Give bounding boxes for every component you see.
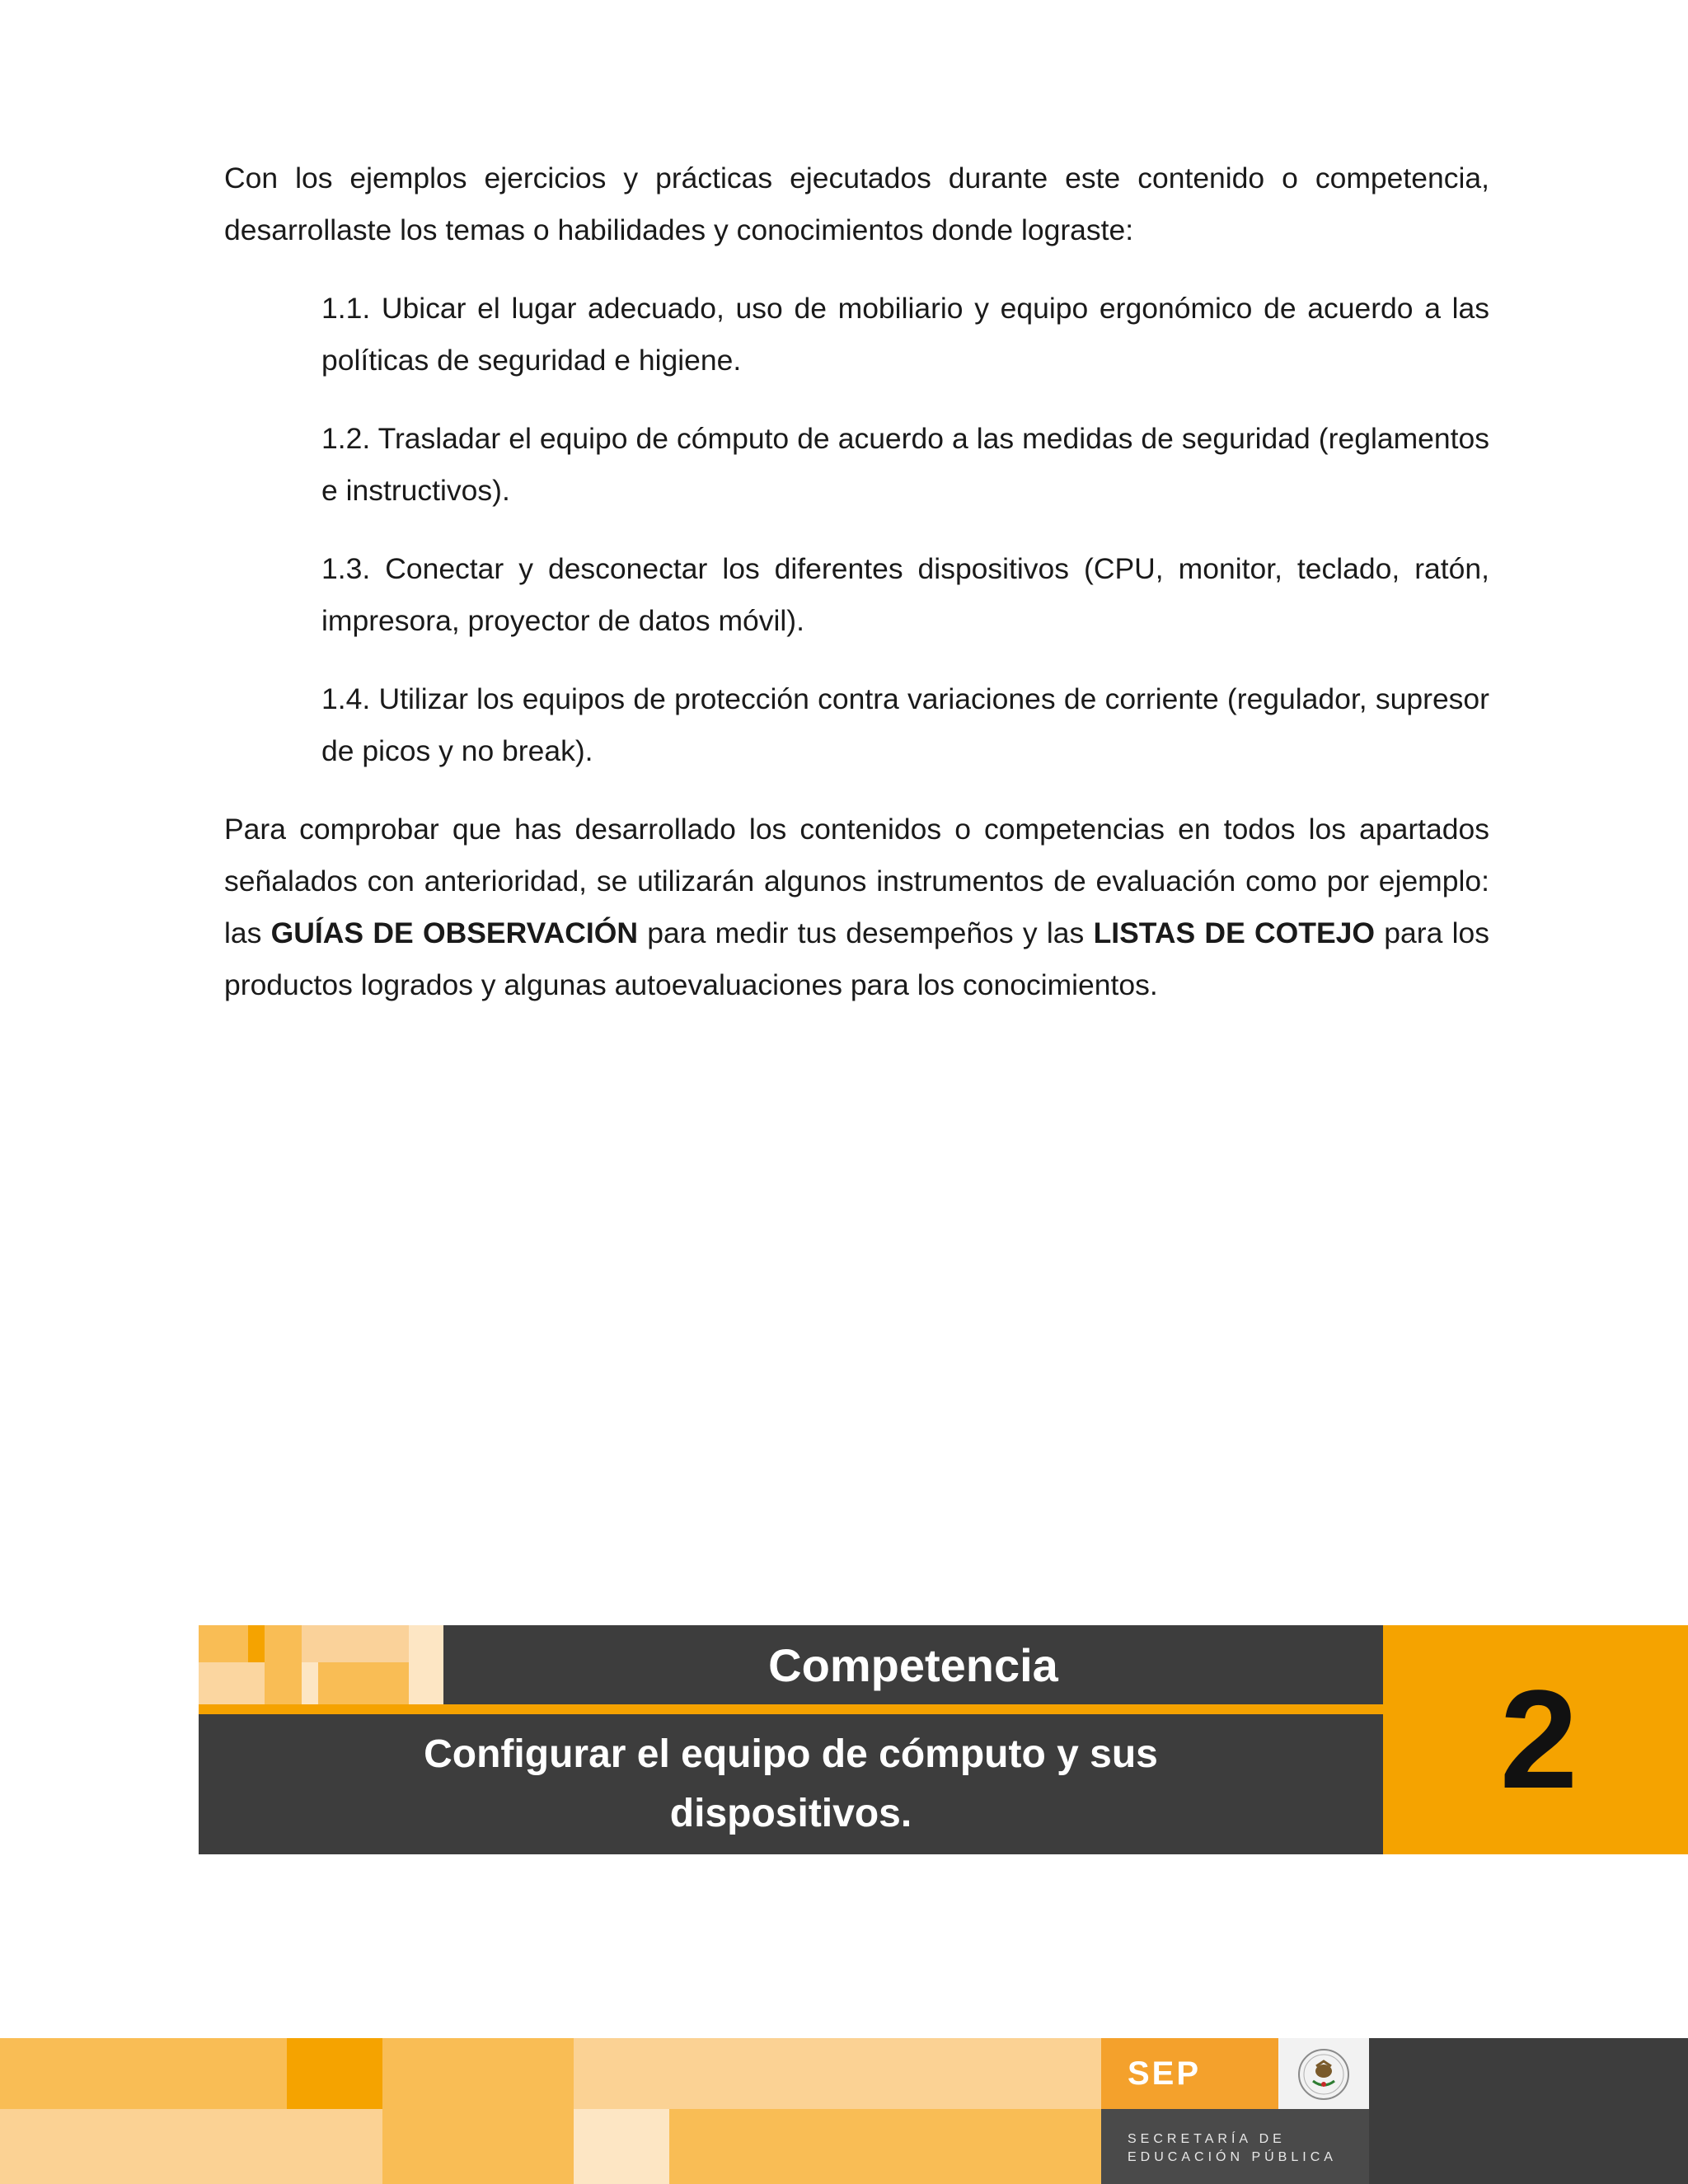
seal-box: [1278, 2038, 1369, 2109]
list-item: 1.1. Ubicar el lugar adecuado, uso de mobiliario y equipo ergonómico de acuerdo a las políticas de seguridad e higiene.: [321, 292, 1489, 377]
closing-text: para medir tus desempeños y las: [638, 916, 1094, 949]
banner-title: [199, 1714, 1383, 1854]
closing-paragraph: [224, 804, 1489, 1011]
footer-block: [382, 2109, 574, 2184]
sep-agency-name: [1128, 2130, 1337, 2167]
closing-bold-checklist: LISTAS DE COTEJO: [1093, 916, 1375, 949]
mexican-seal-icon: [1278, 2038, 1369, 2109]
mosaic-tile: [302, 1625, 409, 1662]
mosaic-tile: [318, 1662, 409, 1704]
agency-line1: SECRETARÍA DE: [1128, 2132, 1286, 2146]
mosaic-tile: [265, 1625, 302, 1704]
footer-block: [287, 2038, 382, 2109]
intro-paragraph: Con los ejemplos ejercicios y prácticas ejecutados durante este contenido o competencia, desarrollaste los temas o habilidades y conocimientos donde lograste:: [224, 162, 1489, 246]
mosaic-tile: [409, 1625, 443, 1704]
competencia-banner: [199, 1625, 1578, 1854]
list-item: 1.2. Trasladar el equipo de cómputo de acuerdo a las medidas de seguridad (reglamentos e instructivos).: [321, 422, 1489, 507]
closing-text: para los productos logrados y algunas autoevaluaciones para los conocimientos.: [224, 916, 1489, 1001]
footer-block: [0, 2038, 287, 2109]
footer-dark-block: [1369, 2038, 1688, 2184]
mosaic-tile: [302, 1662, 318, 1704]
footer-block: [0, 2109, 382, 2184]
closing-bold-observation: GUÍAS DE OBSERVACIÓN: [270, 916, 639, 949]
competencia-number: 2: [1499, 1661, 1578, 1818]
mosaic-tile: [199, 1662, 265, 1704]
sep-agency-box: [1101, 2109, 1369, 2184]
closing-text: Para comprobar que has desarrollado los contenidos o competencias en todos los apartados señalados con anterioridad, se utilizarán algunos instrumentos de evaluación como por ejemplo: las: [224, 813, 1489, 949]
banner-label: Competencia: [768, 1638, 1058, 1691]
mosaic-tile: [248, 1625, 265, 1662]
footer-block: [382, 2038, 574, 2109]
footer-block: [669, 2109, 1101, 2184]
banner-title-text: Configurar el equipo de cómputo y sus dispositivos.: [424, 1732, 1158, 1835]
agency-line2: EDUCACIÓN PÚBLICA: [1128, 2150, 1337, 2164]
list-item: 1.3. Conectar y desconectar los diferentes dispositivos (CPU, monitor, teclado, ratón, impresora, proyector de datos móvil).: [321, 552, 1489, 637]
footer: [0, 2038, 1688, 2184]
sep-logo: SEP: [1101, 2038, 1278, 2109]
list-item: 1.4. Utilizar los equipos de protección contra variaciones de corriente (regulador, supresor de picos y no break).: [321, 682, 1489, 767]
footer-block: [574, 2109, 669, 2184]
footer-block: [574, 2038, 1101, 2109]
banner-mosaic: [199, 1625, 443, 1704]
mosaic-tile: [199, 1625, 248, 1662]
document-body: [224, 152, 1489, 1038]
banner-divider: [199, 1704, 1383, 1714]
